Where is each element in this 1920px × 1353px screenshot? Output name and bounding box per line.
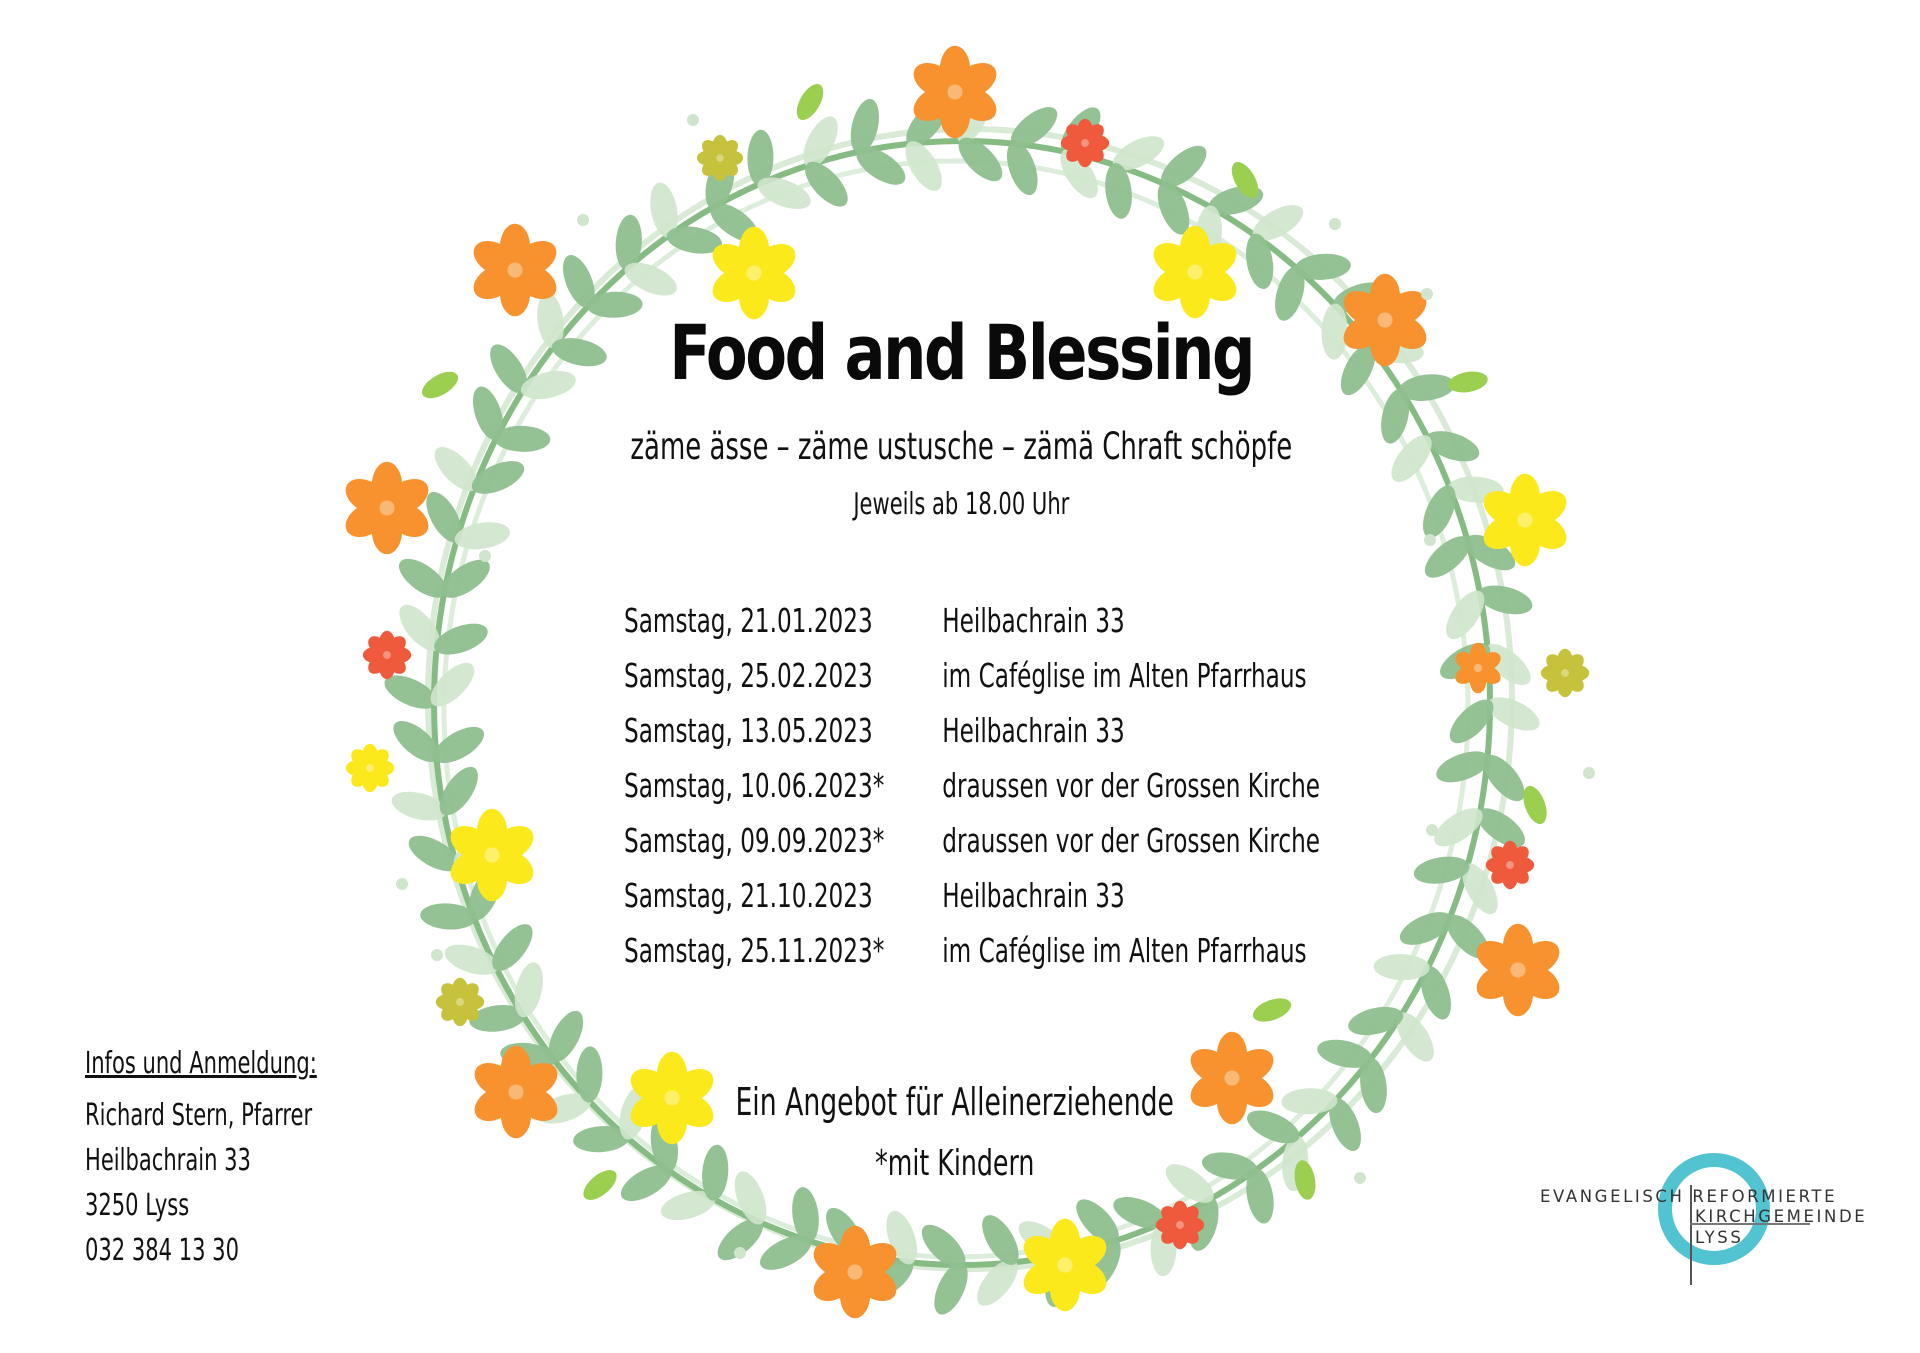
flower-center	[1506, 861, 1514, 869]
flower-center	[1081, 139, 1089, 147]
decor-dot	[1424, 534, 1436, 546]
subtitle: zäme ässe – zäme ustusche – zämä Chraft schöpfe	[630, 425, 1293, 468]
schedule-row	[624, 708, 1320, 763]
decor-dot	[1426, 824, 1438, 836]
decor-dot	[1329, 218, 1341, 230]
schedule-date: Samstag, 21.10.2023	[624, 876, 873, 915]
schedule-place: im Caféglise im Alten Pfarrhaus	[942, 931, 1307, 970]
loose-leaf	[791, 80, 828, 125]
flower-center	[847, 1264, 862, 1279]
schedule-row	[624, 928, 1320, 983]
schedule-row	[624, 873, 1320, 928]
flower-center	[484, 847, 499, 862]
flower-center	[947, 84, 962, 99]
schedule-place: Heilbachrain 33	[942, 876, 1125, 915]
flower-center	[507, 262, 522, 277]
schedule-place: draussen vor der Grossen Kirche	[942, 766, 1321, 805]
kids-note: *mit Kindern	[875, 1143, 1035, 1184]
schedule-list	[624, 598, 1320, 983]
church-logo	[1540, 1145, 1870, 1280]
flower-center	[1510, 962, 1525, 977]
schedule-row	[624, 653, 1320, 708]
decor-dot	[396, 878, 408, 890]
offer-text: Ein Angebot für Alleinerziehende	[735, 1080, 1174, 1124]
time-note: Jeweils ab 18.00 Uhr	[853, 487, 1070, 522]
schedule-date: Samstag, 10.06.2023*	[624, 766, 885, 805]
logo-line-1: EVANGELISCH REFORMIERTE	[1540, 1187, 1838, 1206]
contact-block	[85, 1044, 317, 1276]
flower-center	[1187, 264, 1202, 279]
schedule-row	[624, 818, 1320, 873]
contact-heading: Infos und Anmeldung:	[85, 1046, 317, 1081]
loose-leaf	[1250, 994, 1294, 1026]
schedule-date: Samstag, 25.02.2023	[624, 656, 873, 695]
schedule-date: Samstag, 13.05.2023	[624, 711, 873, 750]
page-title: Food and Blessing	[669, 308, 1254, 397]
schedule-date: Samstag, 25.11.2023*	[624, 931, 885, 970]
schedule-row	[624, 763, 1320, 818]
contact-phone: 032 384 13 30	[85, 1233, 239, 1268]
leaf	[1395, 905, 1457, 951]
leaf	[1345, 1002, 1405, 1040]
flower-center	[1176, 1221, 1184, 1229]
schedule-place: im Caféglise im Alten Pfarrhaus	[942, 656, 1307, 695]
contact-street: Heilbachrain 33	[85, 1143, 251, 1178]
decor-dot	[687, 114, 699, 126]
flower-center	[456, 998, 464, 1006]
decor-dot	[1421, 288, 1433, 300]
flower-center	[383, 651, 391, 659]
flower-center	[716, 154, 724, 162]
logo-line-3: LYSS	[1695, 1228, 1744, 1247]
decor-dot	[1583, 767, 1595, 779]
decor-dot	[479, 550, 491, 562]
flower-center	[1561, 669, 1569, 677]
decor-dot	[734, 1247, 746, 1259]
schedule-row	[624, 598, 1320, 653]
contact-name: Richard Stern, Pfarrer	[85, 1098, 313, 1133]
schedule-place: Heilbachrain 33	[942, 601, 1125, 640]
contact-city: 3250 Lyss	[85, 1188, 190, 1223]
leaf	[1242, 232, 1277, 292]
flower-center	[746, 265, 761, 280]
decor-dot	[577, 214, 589, 226]
schedule-date: Samstag, 09.09.2023*	[624, 821, 885, 860]
schedule-place: Heilbachrain 33	[942, 711, 1125, 750]
flower-center	[1057, 1257, 1072, 1272]
flower-center	[1474, 664, 1482, 672]
logo-line-2: KIRCHGEMEINDE	[1695, 1207, 1868, 1226]
flower-center	[366, 764, 374, 772]
schedule-place: draussen vor der Grossen Kirche	[942, 821, 1321, 860]
decor-dot	[431, 949, 443, 961]
schedule-date: Samstag, 21.01.2023	[624, 601, 873, 640]
